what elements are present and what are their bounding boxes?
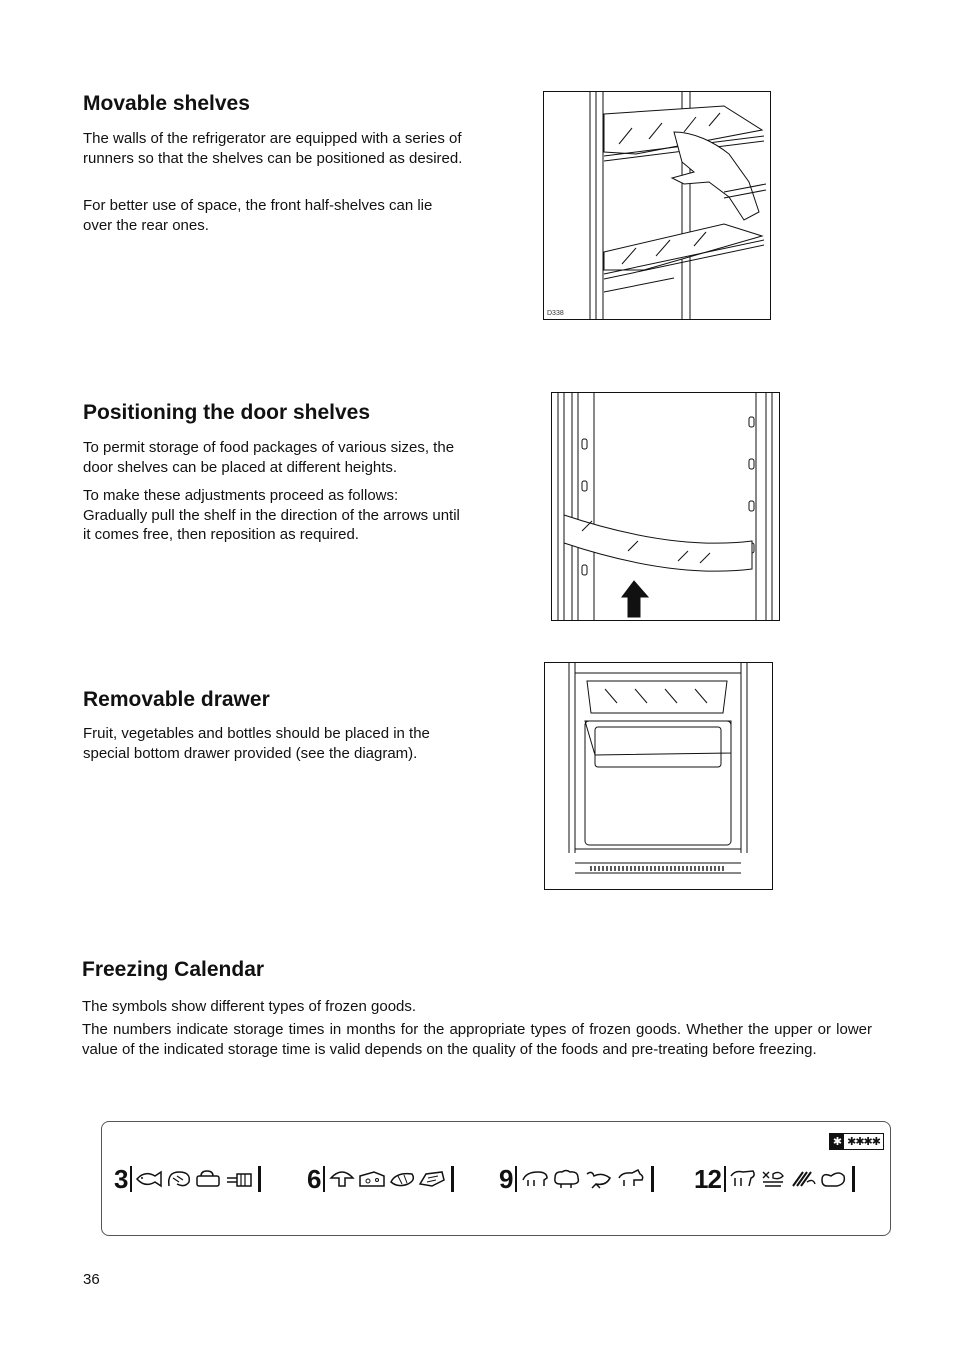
movable-shelves-paragraph-2: For better use of space, the front half-shelves can lie over the rear ones. <box>83 197 433 234</box>
freezing-paragraph-1: The symbols show different types of frozen goods. <box>82 998 417 1015</box>
mushroom-icon <box>328 1168 356 1190</box>
separator <box>130 1166 132 1192</box>
game-icon <box>616 1168 646 1190</box>
storage-months-label: 9 <box>499 1163 513 1194</box>
calendar-group-9-months <box>499 1162 657 1196</box>
cheese-icon <box>358 1168 386 1190</box>
pork-icon <box>520 1168 550 1190</box>
section-title-movable-shelves: Movable shelves <box>83 92 250 115</box>
poultry-icon <box>584 1168 614 1190</box>
freezing-calendar-panel <box>101 1121 891 1236</box>
beef-icon <box>729 1168 757 1190</box>
separator <box>451 1166 454 1192</box>
figure-code: D338 <box>547 310 564 317</box>
door-shelves-paragraph-2: To make these adjustments proceed as follows: Gradually pull the shelf in the direction of the arrows until it comes free, then reposition as required. <box>83 487 460 543</box>
crab-icon <box>225 1168 253 1190</box>
sausage-icon <box>388 1168 416 1190</box>
page-number: 36 <box>83 1271 100 1288</box>
section-title-door-shelves: Positioning the door shelves <box>83 401 371 424</box>
separator <box>515 1166 517 1192</box>
movable-shelves-paragraph-1: The walls of the refrigerator are equipped with a series of runners so that the shelves can be positioned as desired. <box>83 130 463 167</box>
freezer-star-icon: ✱ <box>830 1134 844 1149</box>
section-title-removable-drawer: Removable drawer <box>83 688 270 711</box>
calendar-group-3-months <box>114 1162 264 1196</box>
calendar-group-12-months <box>694 1162 858 1196</box>
minced-meat-icon <box>418 1168 446 1190</box>
storage-months-label: 3 <box>114 1163 128 1194</box>
four-star-rating-badge <box>829 1133 884 1150</box>
separator <box>651 1166 654 1192</box>
vegetables-icon <box>759 1168 787 1190</box>
movable-shelves-illustration <box>543 91 771 320</box>
fruit-icon <box>789 1168 817 1190</box>
separator <box>852 1166 855 1192</box>
fish-icon <box>135 1168 163 1190</box>
door-shelves-illustration <box>551 392 780 621</box>
section-title-freezing-calendar: Freezing Calendar <box>82 958 265 981</box>
removable-drawer-illustration <box>544 662 773 890</box>
freezing-paragraph-2: The numbers indicate storage times in months for the appropriate types of frozen goods. Whether the upper or lower value of the indicated storage time is valid depends on the quality of the foods and pre-treating before freezing. <box>82 1021 872 1058</box>
removable-drawer-paragraph: Fruit, vegetables and bottles should be placed in the special bottom drawer provided (see the diagram). <box>83 725 430 762</box>
calendar-group-6-months <box>307 1162 457 1196</box>
cake-icon <box>819 1168 847 1190</box>
separator <box>323 1166 325 1192</box>
lamb-icon <box>552 1168 582 1190</box>
storage-months-label: 6 <box>307 1163 321 1194</box>
separator <box>258 1166 261 1192</box>
door-shelves-paragraph-1: To permit storage of food packages of various sizes, the door shelves can be placed at different heights. <box>83 439 455 476</box>
storage-months-label: 12 <box>694 1163 721 1194</box>
star-rating-label: ✱✱✱✱ <box>847 1136 880 1148</box>
separator <box>724 1166 726 1192</box>
bread-icon <box>195 1168 223 1190</box>
shrimp-icon <box>165 1168 193 1190</box>
